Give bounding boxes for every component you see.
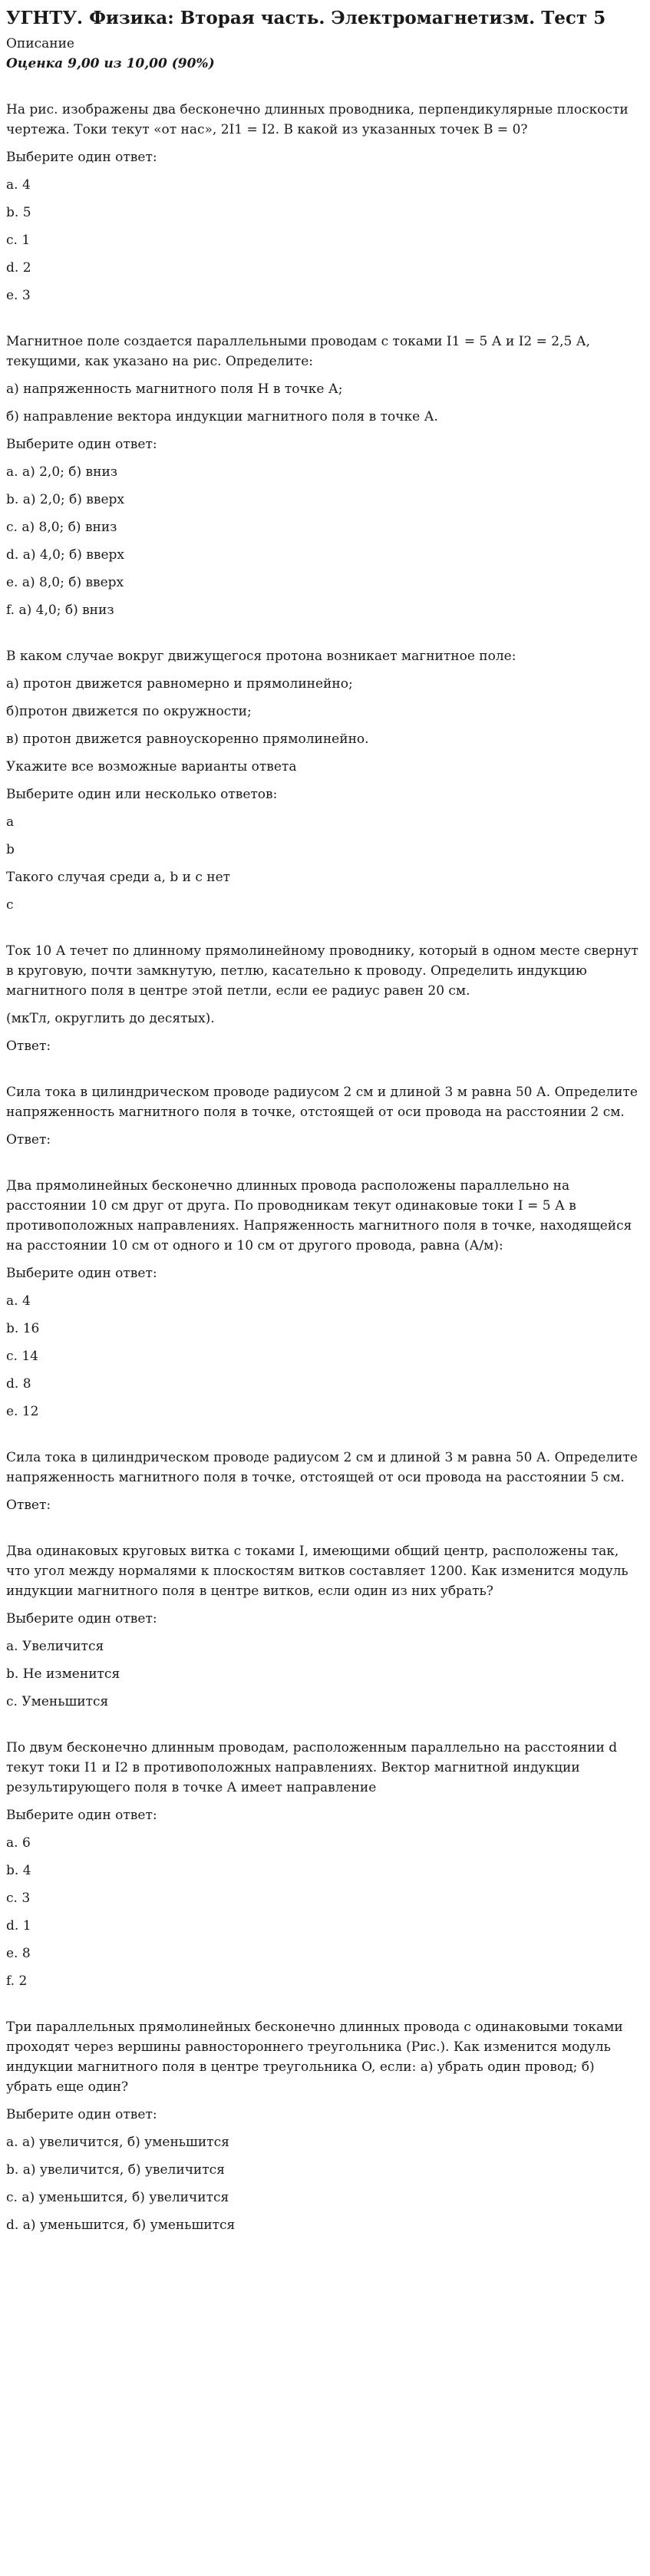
answer-option[interactable]: c. Уменьшится bbox=[6, 1694, 109, 1709]
answer-option[interactable]: b. 5 bbox=[6, 205, 31, 220]
answer-option[interactable]: Такого случая среди a, b и c нет bbox=[6, 870, 231, 885]
answer-option[interactable]: c. а) 8,0; б) вниз bbox=[6, 520, 117, 535]
question-text: Сила тока в цилиндрическом проводе радиусом 2 см и длиной 3 м равна 50 А. Определите напряженность магнитного поля в точке, отстоящей от оси провода на расстоянии 5 см. bbox=[6, 1450, 638, 1485]
answer-options bbox=[6, 812, 644, 915]
answer-option[interactable]: e. 3 bbox=[6, 288, 31, 303]
question-line: Укажите все возможные варианты ответа bbox=[6, 759, 297, 774]
question-7 bbox=[6, 1448, 644, 1515]
answer-prompt: Выберите один ответ: bbox=[6, 150, 157, 165]
questions-list bbox=[6, 100, 644, 2235]
answer-option[interactable]: a. 4 bbox=[6, 1293, 31, 1309]
answer-option[interactable]: b. Не изменится bbox=[6, 1666, 120, 1682]
question-text: Магнитное поле создается параллельными проводам с токами I1 = 5 А и I2 = 2,5 А, текущими, как указано на рис. Определите: bbox=[6, 334, 591, 369]
answer-option[interactable]: b. а) увеличится, б) увеличится bbox=[6, 2162, 225, 2178]
answer-options bbox=[6, 175, 644, 305]
question-line: а) напряженность магнитного поля Н в точке А; bbox=[6, 381, 343, 397]
question-9 bbox=[6, 1738, 644, 1991]
answer-options bbox=[6, 1636, 644, 1712]
answer-option[interactable]: d. а) 4,0; б) вверх bbox=[6, 547, 124, 563]
answer-prompt: Выберите один ответ: bbox=[6, 2107, 157, 2122]
answer-option[interactable]: c. 3 bbox=[6, 1891, 31, 1906]
answer-option[interactable]: c. а) уменьшится, б) увеличится bbox=[6, 2190, 229, 2205]
page-title: УГНТУ. Физика: Вторая часть. Электромагнетизм. Тест 5 bbox=[6, 8, 606, 28]
answer-option[interactable]: d. 2 bbox=[6, 260, 31, 276]
question-6 bbox=[6, 1176, 644, 1422]
question-1 bbox=[6, 100, 644, 305]
answer-options bbox=[6, 1291, 644, 1422]
answer-options bbox=[6, 1833, 644, 1991]
question-line: б)протон движется по окружности; bbox=[6, 704, 252, 719]
answer-option[interactable]: a bbox=[6, 814, 15, 830]
answer-label: Ответ: bbox=[6, 1039, 51, 1054]
question-5 bbox=[6, 1082, 644, 1150]
question-text: Сила тока в цилиндрическом проводе радиусом 2 см и длиной 3 м равна 50 А. Определите напряженность магнитного поля в точке, отстоящей от оси провода на расстоянии 2 см. bbox=[6, 1085, 638, 1120]
question-3 bbox=[6, 646, 644, 915]
answer-option[interactable]: e. 12 bbox=[6, 1404, 39, 1419]
question-line: б) направление вектора индукции магнитного поля в точке А. bbox=[6, 409, 438, 424]
question-line: (мкТл, округлить до десятых). bbox=[6, 1011, 215, 1026]
answer-option[interactable]: b. 16 bbox=[6, 1321, 40, 1336]
answer-option[interactable]: d. 8 bbox=[6, 1376, 31, 1392]
answer-option[interactable]: c. 1 bbox=[6, 233, 31, 248]
question-text: В каком случае вокруг движущегося протона возникает магнитное поле: bbox=[6, 649, 516, 664]
answer-option[interactable]: f. а) 4,0; б) вниз bbox=[6, 603, 114, 618]
answer-label: Ответ: bbox=[6, 1498, 51, 1513]
answer-option[interactable]: d. 1 bbox=[6, 1918, 31, 1934]
question-line: а) протон движется равномерно и прямолинейно; bbox=[6, 676, 353, 692]
answer-option[interactable]: a. 6 bbox=[6, 1835, 31, 1851]
answer-option[interactable]: b. 4 bbox=[6, 1863, 31, 1878]
answer-label: Ответ: bbox=[6, 1132, 51, 1148]
question-8 bbox=[6, 1541, 644, 1712]
question-text: Два одинаковых круговых витка с токами I, имеющими общий центр, расположены так, что угол между нормалями к плоскостям витков составляет 1200. Как изменится модуль индукции магнитного поля в центре витков, если один из них убрать? bbox=[6, 1544, 629, 1599]
grade-text: Оценка 9,00 из 10,00 (90%) bbox=[6, 56, 215, 71]
answer-option[interactable]: c bbox=[6, 897, 14, 913]
question-10 bbox=[6, 2017, 644, 2235]
answer-option[interactable]: e. 8 bbox=[6, 1946, 31, 1961]
answer-prompt: Выберите один ответ: bbox=[6, 1808, 157, 1823]
answer-option[interactable]: c. 14 bbox=[6, 1349, 38, 1364]
answer-prompt: Выберите один или несколько ответов: bbox=[6, 787, 278, 802]
question-text: На рис. изображены два бесконечно длинных проводника, перпендикулярные плоскости чертежа. Токи текут «от нас», 2I1 = I2. В какой из указанных точек В = 0? bbox=[6, 102, 629, 137]
question-text: Три параллельных прямолинейных бесконечно длинных провода с одинаковыми токами проходят через вершины равностороннего треугольника (Рис.). Как изменится модуль индукции магнитного поля в центре треугольника O, если: а) убрать один провод; б) убрать еще один? bbox=[6, 2020, 623, 2095]
description-label: Описание bbox=[6, 36, 74, 51]
answer-option[interactable]: e. а) 8,0; б) вверх bbox=[6, 575, 124, 590]
answer-prompt: Выберите один ответ: bbox=[6, 1266, 157, 1281]
answer-option[interactable]: d. а) уменьшится, б) уменьшится bbox=[6, 2218, 236, 2233]
question-text: Ток 10 А течет по длинному прямолинейному проводнику, который в одном месте свернут в круговую, почти замкнутую, петлю, касательно к проводу. Определить индукцию магнитного поля в центре этой петли, если ее радиус равен 20 см. bbox=[6, 943, 638, 999]
page-header bbox=[6, 6, 644, 74]
answer-options bbox=[6, 462, 644, 620]
question-line: в) протон движется равноускоренно прямолинейно. bbox=[6, 732, 369, 747]
answer-option[interactable]: a. а) 2,0; б) вниз bbox=[6, 464, 118, 480]
question-2 bbox=[6, 332, 644, 620]
answer-option[interactable]: a. Увеличится bbox=[6, 1639, 104, 1654]
answer-option[interactable]: b bbox=[6, 842, 15, 857]
answer-option[interactable]: b. а) 2,0; б) вверх bbox=[6, 492, 124, 507]
question-4 bbox=[6, 941, 644, 1056]
answer-options bbox=[6, 2132, 644, 2235]
answer-prompt: Выберите один ответ: bbox=[6, 437, 157, 452]
answer-option[interactable]: f. 2 bbox=[6, 1973, 28, 1989]
answer-option[interactable]: a. а) увеличится, б) уменьшится bbox=[6, 2135, 229, 2150]
question-text: Два прямолинейных бесконечно длинных провода расположены параллельно на расстоянии 10 см друг от друга. По проводникам текут одинаковые токи I = 5 А в противоположных направлениях. Напряженность магнитного поля в точке, находящейся на расстоянии 10 см от одного и 10 см от другого провода, равна (А/м): bbox=[6, 1178, 632, 1253]
answer-option[interactable]: a. 4 bbox=[6, 177, 31, 193]
question-text: По двум бесконечно длинным проводам, расположенным параллельно на расстоянии d текут токи I1 и I2 в противоположных направлениях. Вектор магнитной индукции результирующего поля в точке А имеет направление bbox=[6, 1740, 618, 1795]
answer-prompt: Выберите один ответ: bbox=[6, 1611, 157, 1627]
